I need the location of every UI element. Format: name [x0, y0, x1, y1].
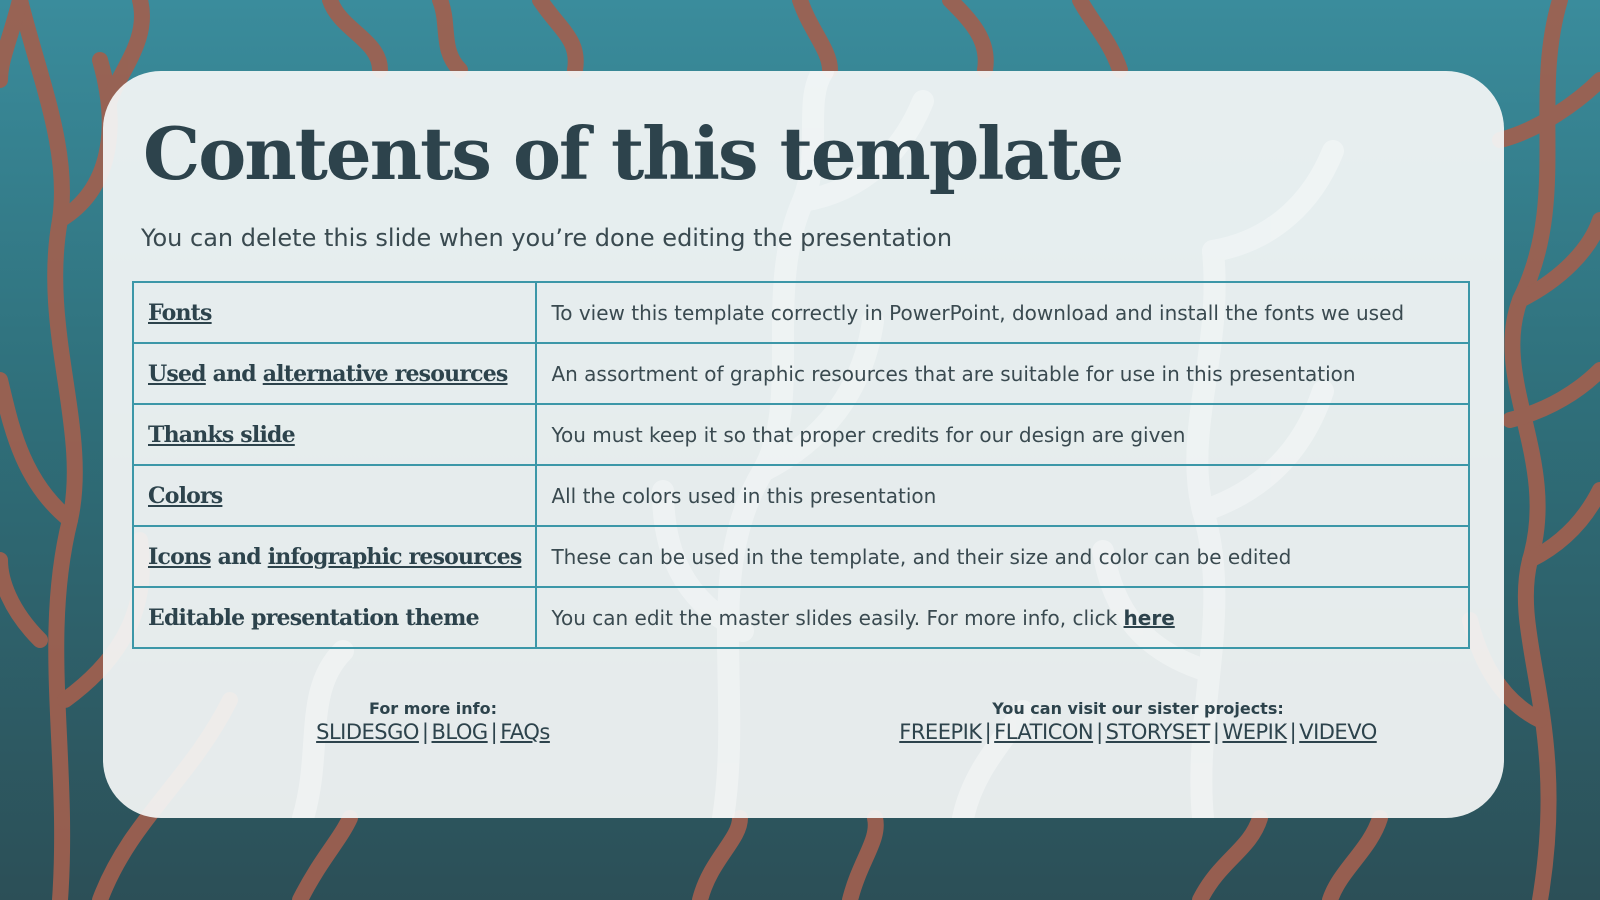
page-subtitle: You can delete this slide when you’re done editing the presentation	[141, 224, 953, 252]
row-label-cell	[133, 282, 536, 343]
row-description: To view this template correctly in PowerPoint, download and install the fonts we used	[536, 282, 1469, 343]
contents-table	[132, 281, 1470, 649]
link-separator: |	[984, 720, 992, 744]
footer-sister-projects	[838, 699, 1438, 744]
link-separator: |	[490, 720, 498, 744]
thanks-slide-link[interactable]: Thanks slide	[148, 421, 295, 448]
table-row	[133, 465, 1469, 526]
row-label-cell	[133, 404, 536, 465]
table-row	[133, 282, 1469, 343]
flaticon-link[interactable]: FLATICON	[994, 720, 1094, 744]
link-separator: |	[1289, 720, 1297, 744]
row-label-cell	[133, 343, 536, 404]
table-row	[133, 587, 1469, 648]
content-card	[103, 71, 1504, 818]
table-row	[133, 526, 1469, 587]
row-description-cell	[536, 587, 1469, 648]
wepik-link[interactable]: WEPIK	[1222, 720, 1287, 744]
label-connector-text: and	[210, 543, 268, 570]
row-label-cell	[133, 465, 536, 526]
fonts-link[interactable]: Fonts	[148, 299, 212, 326]
footer-heading: You can visit our sister projects:	[992, 699, 1284, 718]
slidesgo-link[interactable]: SLIDESGO	[316, 720, 419, 744]
colors-link[interactable]: Colors	[148, 482, 223, 509]
row-description: You can edit the master slides easily. For more info, click	[551, 605, 1124, 630]
label-connector-text: and	[205, 360, 263, 387]
row-description: An assortment of graphic resources that are suitable for use in this presentation	[536, 343, 1469, 404]
icons-link[interactable]: Icons	[148, 543, 211, 570]
row-description: These can be used in the template, and their size and color can be edited	[536, 526, 1469, 587]
link-separator: |	[421, 720, 429, 744]
row-label-cell	[133, 526, 536, 587]
footer-more-info	[283, 699, 583, 744]
row-label-cell: Editable presentation theme	[133, 587, 536, 648]
link-separator: |	[1096, 720, 1103, 744]
footer-links	[283, 720, 583, 744]
freepik-link[interactable]: FREEPIK	[899, 720, 982, 744]
table-row	[133, 404, 1469, 465]
storyset-link[interactable]: STORYSET	[1105, 720, 1210, 744]
table-row	[133, 343, 1469, 404]
blog-link[interactable]: BLOG	[431, 720, 488, 744]
infographic-resources-link[interactable]: infographic resources	[267, 543, 522, 570]
videvo-link[interactable]: VIDEVO	[1299, 720, 1377, 744]
row-description: All the colors used in this presentation	[536, 465, 1469, 526]
link-separator: |	[1212, 720, 1220, 744]
used-resources-link[interactable]: Used	[148, 360, 206, 387]
footer-links	[838, 720, 1438, 744]
footer-heading: For more info:	[369, 699, 497, 718]
here-link[interactable]: here	[1123, 605, 1175, 630]
faqs-link[interactable]: FAQs	[500, 720, 550, 744]
alternative-resources-link[interactable]: alternative resources	[262, 360, 508, 387]
row-description: You must keep it so that proper credits for our design are given	[536, 404, 1469, 465]
page-title: Contents of this template	[143, 111, 1123, 196]
